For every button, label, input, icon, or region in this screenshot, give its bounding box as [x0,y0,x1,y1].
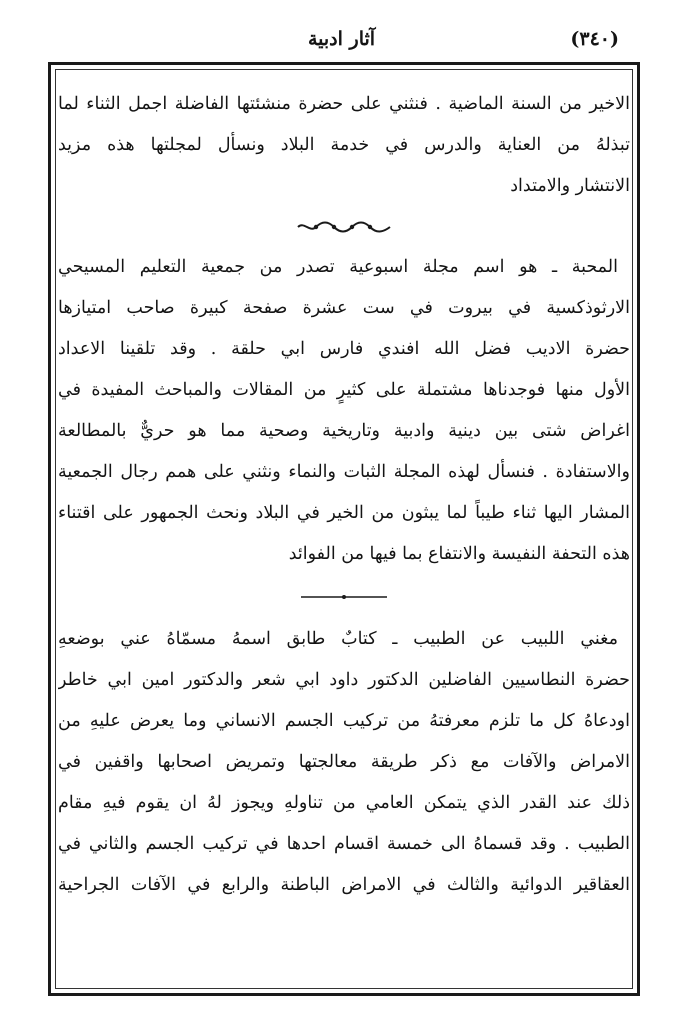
intro-paragraph [58,84,630,207]
text-line: هذه التحفة النفيسة والانتفاع بما فيها من الفوائد [288,544,630,564]
section-rule [58,575,630,619]
text-line: الطبيب . وقد قسماهُ الى خمسة اقسام احدها في تركيب الجسم والثاني في [58,834,630,854]
page-header [56,22,627,62]
rule-line-icon [299,593,389,601]
text-line: العقاقير الدوائية والثالث في الامراض الباطنة والرابع في الآفات الجراحية [58,875,630,895]
text-line: الاخير من السنة الماضية . فنثني على حضرة منشئتها الفاضلة اجمل الثناء لما [58,94,630,114]
mughni-paragraph [58,619,630,906]
page-number: (٣٤٠) [570,28,619,50]
text-line: والاستفادة . فنسأل لهذه المجلة الثبات والنماء ونثني على همم رجال الجمعية [58,462,630,482]
text-line: حضرة النطاسيين الفاضلين الدكتور داود ابي شعر والدكتور امين ابي خاطر [58,670,630,690]
running-title: آثار ادبية [307,28,376,50]
ornament-icon [296,220,392,234]
text-line: الانتشار والامتداد [510,176,630,196]
page-body [58,84,630,906]
text-line: المحبة ـ هو اسم مجلة اسبوعية تصدر من جمعية التعليم المسيحي [58,257,618,277]
text-line: المشار اليها ثناء طيباً لما يبثون من الخير في البلاد ونحث الجمهور على اقتناء [58,503,630,523]
text-line: ذلك عند القدر الذي يتمكن العامي من تناولهِ ويجوز لهُ ان يقوم فيهِ مقام [58,793,630,813]
text-line: اودعاهُ كل ما تلزم معرفتهُ من تركيب الجسم الانساني وما يعرض عليهِ من [58,711,630,731]
text-line: مغني اللبيب عن الطبيب ـ كتابٌ طابق اسمهُ مسمّاهُ عني بوضعهِ [58,629,618,649]
text-line: تبذلهُ من العناية والدرس في خدمة البلاد ونسأل لمجلتها هذه مزيد [58,135,630,155]
text-line: حضرة الاديب فضل الله افندي فارس ابي حلقة . وقد تلقينا الاعداد [58,339,630,359]
text-line: الارثوذكسية في بيروت في ست عشرة صفحة كبيرة صاحب امتيازها [58,298,630,318]
ornament-divider [58,207,630,247]
text-line: الامراض والآفات مع ذكر طريقة معالجتها وتمريض اصحابها واقفين في [58,752,630,772]
text-line: الأول منها فوجدناها مشتملة على كثيرٍ من المقالات والمباحث المفيدة في [58,380,630,400]
text-line: اغراض شتى بين دينية وادبية وتاريخية وصحية مما هو حريٌّ بالمطالعة [58,421,630,441]
mahabba-paragraph [58,247,630,575]
